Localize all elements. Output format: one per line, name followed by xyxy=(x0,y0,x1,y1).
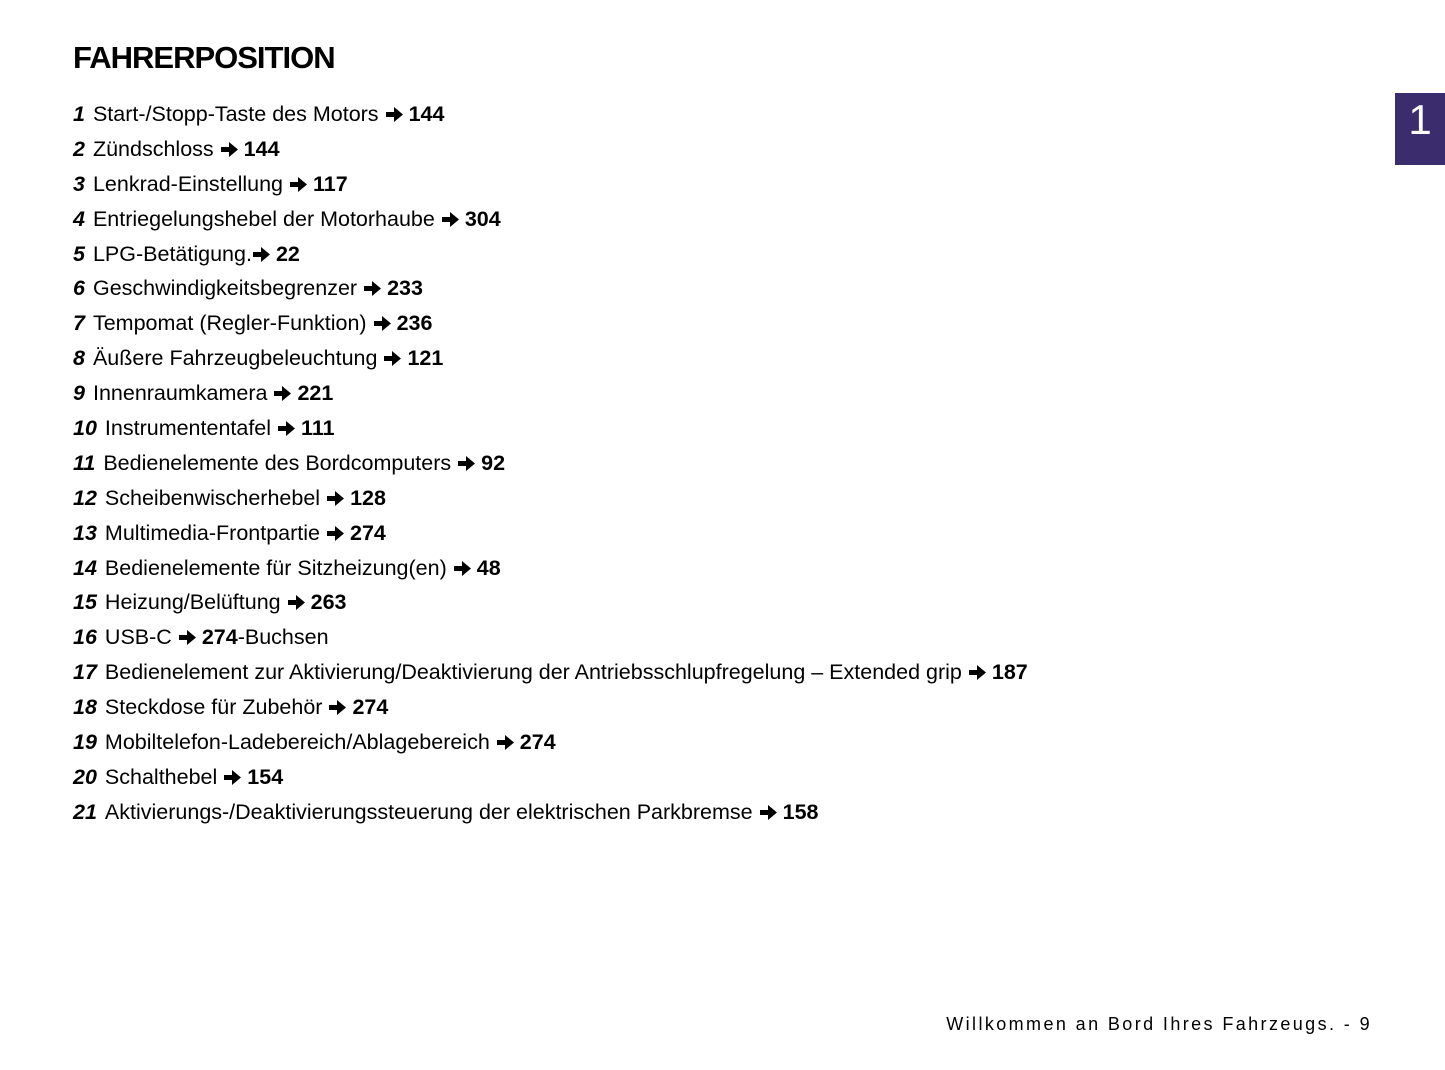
chapter-tab xyxy=(1395,93,1445,165)
page-title: FAHRERPOSITION xyxy=(73,40,335,75)
list-item xyxy=(73,516,1028,551)
arrow-right-icon xyxy=(458,456,475,471)
item-label: LPG-Betätigung. xyxy=(92,241,252,266)
arrow-right-icon xyxy=(327,526,344,541)
item-number: 15 xyxy=(73,590,97,615)
page-reference[interactable]: 117 xyxy=(313,171,348,196)
page-reference[interactable]: 48 xyxy=(476,555,501,580)
item-number: 2 xyxy=(73,136,85,161)
arrow-right-icon xyxy=(374,316,391,331)
list-item xyxy=(73,132,1028,167)
list-item xyxy=(73,167,1028,202)
list-item xyxy=(73,341,1028,376)
item-label: Schalthebel xyxy=(104,764,218,789)
item-number: 8 xyxy=(73,346,85,371)
page-footer: Willkommen an Bord Ihres Fahrzeugs. - 9 xyxy=(946,1014,1372,1034)
item-number: 12 xyxy=(73,485,97,510)
list-item xyxy=(73,446,1028,481)
list-item xyxy=(73,551,1028,586)
item-number: 6 xyxy=(73,276,85,301)
page-reference[interactable]: 111 xyxy=(301,416,335,441)
page-reference[interactable]: 304 xyxy=(464,206,501,231)
item-label: Steckdose für Zubehör xyxy=(104,695,323,720)
item-label: Multimedia-Frontpartie xyxy=(104,520,320,545)
page-reference[interactable]: 236 xyxy=(396,311,433,336)
list-item xyxy=(73,97,1028,132)
item-list xyxy=(73,97,1028,830)
item-number: 19 xyxy=(73,730,97,755)
item-label: Tempomat (Regler-Funktion) xyxy=(92,311,367,336)
arrow-right-icon xyxy=(497,735,514,750)
item-label: Bedienelemente für Sitzheizung(en) xyxy=(104,555,447,580)
list-item xyxy=(73,202,1028,237)
item-label: Instrumententafel xyxy=(104,416,272,441)
page-reference[interactable]: 274 xyxy=(201,625,238,650)
arrow-right-icon xyxy=(221,142,238,157)
item-label: Bedienelement zur Aktivierung/Deaktivierung der Antriebsschlupfregelung – Extended grip xyxy=(104,660,962,685)
list-item xyxy=(73,271,1028,306)
list-item xyxy=(73,620,1028,655)
page-reference[interactable]: 144 xyxy=(408,102,445,126)
page-reference[interactable]: 128 xyxy=(350,485,386,510)
arrow-right-icon xyxy=(179,630,196,645)
item-label: Scheibenwischerhebel xyxy=(104,485,321,510)
list-item xyxy=(73,585,1028,620)
page-reference[interactable]: 121 xyxy=(407,346,444,371)
chapter-number: 1 xyxy=(1408,96,1432,143)
item-label: Zündschloss xyxy=(92,136,214,161)
page-reference[interactable]: 144 xyxy=(243,136,280,161)
page-reference[interactable]: 274 xyxy=(519,730,556,755)
arrow-right-icon xyxy=(290,177,307,192)
arrow-right-icon xyxy=(278,421,295,436)
item-number: 20 xyxy=(73,764,97,789)
item-label: Äußere Fahrzeugbeleuchtung xyxy=(92,346,378,371)
page-reference[interactable]: 187 xyxy=(991,660,1028,685)
item-label: Aktivierungs-/Deaktivierungssteuerung der elektrischen Parkbremse xyxy=(104,799,753,824)
item-label: Mobiltelefon-Ladebereich/Ablagebereich xyxy=(104,730,490,755)
arrow-right-icon xyxy=(274,386,291,401)
arrow-right-icon xyxy=(454,561,471,576)
item-label: Heizung/Belüftung xyxy=(104,590,281,615)
page-reference[interactable]: 221 xyxy=(297,381,334,406)
arrow-right-icon xyxy=(288,595,305,610)
arrow-right-icon xyxy=(253,247,270,262)
item-number: 10 xyxy=(73,416,97,441)
item-number: 9 xyxy=(73,381,85,406)
item-number: 7 xyxy=(73,311,85,336)
arrow-right-icon xyxy=(329,700,346,715)
arrow-right-icon xyxy=(364,281,381,296)
page-reference[interactable]: 154 xyxy=(247,764,284,789)
item-number: 3 xyxy=(73,171,85,196)
item-suffix: -Buchsen xyxy=(237,625,329,650)
item-label: Innenraumkamera xyxy=(92,381,268,406)
arrow-right-icon xyxy=(384,351,401,366)
item-label: USB-C xyxy=(104,625,172,650)
item-number: 21 xyxy=(73,799,97,824)
item-label: Lenkrad-Einstellung xyxy=(92,171,284,196)
arrow-right-icon xyxy=(386,107,403,122)
list-item xyxy=(73,306,1028,341)
item-label: Geschwindigkeitsbegrenzer xyxy=(92,276,358,301)
arrow-right-icon xyxy=(327,491,344,506)
page-reference[interactable]: 233 xyxy=(387,276,423,301)
list-item xyxy=(73,725,1028,760)
item-number: 17 xyxy=(73,660,97,685)
list-item xyxy=(73,690,1028,725)
item-number: 13 xyxy=(73,520,97,545)
item-number: 16 xyxy=(73,625,97,650)
item-number: 18 xyxy=(73,695,97,720)
item-label: Start-/Stopp-Taste des Motors xyxy=(92,102,379,126)
list-item xyxy=(73,760,1028,795)
item-number: 5 xyxy=(73,241,85,266)
arrow-right-icon xyxy=(442,212,459,227)
item-number: 4 xyxy=(73,206,85,231)
list-item xyxy=(73,411,1028,446)
list-item xyxy=(73,237,1028,272)
item-label: Entriegelungshebel der Motorhaube xyxy=(92,206,435,231)
arrow-right-icon xyxy=(969,665,986,680)
list-item xyxy=(73,795,1028,830)
list-item xyxy=(73,655,1028,690)
arrow-right-icon xyxy=(224,770,241,785)
page-reference[interactable]: 263 xyxy=(310,590,347,615)
item-number: 11 xyxy=(73,450,96,475)
page-reference[interactable]: 158 xyxy=(782,799,819,824)
item-label: Bedienelemente des Bordcomputers xyxy=(103,450,452,475)
page-reference[interactable]: 22 xyxy=(275,241,300,266)
item-number: 14 xyxy=(73,555,97,580)
page-reference[interactable]: 274 xyxy=(352,695,389,720)
list-item xyxy=(73,376,1028,411)
list-item xyxy=(73,481,1028,516)
arrow-right-icon xyxy=(760,805,777,820)
item-number: 1 xyxy=(73,102,85,126)
page-reference[interactable]: 92 xyxy=(481,450,506,475)
page-reference[interactable]: 274 xyxy=(350,520,386,545)
